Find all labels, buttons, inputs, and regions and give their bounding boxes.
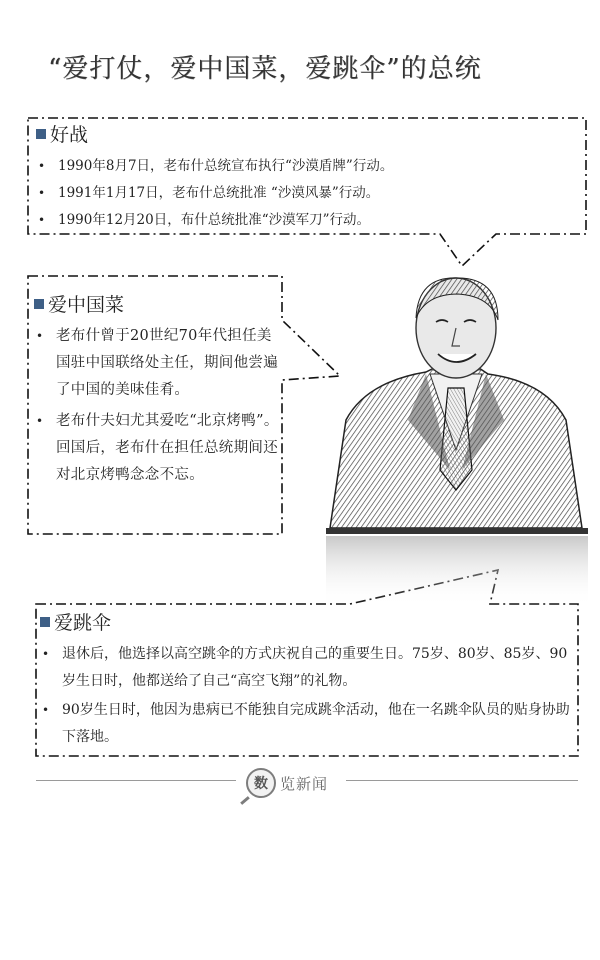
war-list [36, 153, 576, 234]
portrait-sketch-image [326, 270, 588, 610]
skydive-section [40, 608, 576, 751]
skydive-heading: 爱跳伞 [54, 612, 112, 634]
section-marker-icon [36, 129, 46, 139]
food-section [34, 290, 280, 489]
list-item: • 老布什曾于20世纪70年代担任美国驻中国联络处主任，期间他尝遍了中国的美味佳肴。 [34, 323, 280, 404]
list-item: • 1991年1月17日，老布什总统批准 “沙漠风暴”行动。 [36, 180, 576, 207]
food-list [34, 323, 280, 489]
footer-logo-text: 览新闻 [280, 774, 329, 793]
list-item: • 90岁生日时，他因为患病已不能独自完成跳伞活动，他在一名跳伞队员的贴身协助下落地。 [40, 697, 576, 751]
footer-divider-left [36, 780, 236, 781]
war-section [36, 120, 576, 234]
footer-logo [246, 766, 328, 800]
skydive-list [40, 641, 576, 751]
list-item: • 退休后，他选择以高空跳伞的方式庆祝自己的重要生日。75岁、80岁、85岁、90岁生日时，他都送给了自己“高空飞翔”的礼物。 [40, 641, 576, 695]
page-title: “爱打仗，爱中国菜，爱跳伞”的总统 [48, 54, 482, 84]
footer-divider-right [346, 780, 578, 781]
list-item: • 1990年8月7日，老布什总统宣布执行“沙漠盾牌”行动。 [36, 153, 576, 180]
food-heading: 爱中国菜 [48, 294, 125, 316]
section-marker-icon [40, 617, 50, 627]
list-item: • 老布什夫妇尤其爱吃“北京烤鸭”。回国后，老布什在担任总统期间还对北京烤鸭念念不忘。 [34, 408, 280, 489]
section-marker-icon [34, 299, 44, 309]
list-item: • 1990年12月20日，布什总统批准“沙漠军刀”行动。 [36, 207, 576, 234]
war-heading: 好战 [50, 124, 89, 146]
magnifier-logo-icon: 数 [246, 768, 276, 798]
